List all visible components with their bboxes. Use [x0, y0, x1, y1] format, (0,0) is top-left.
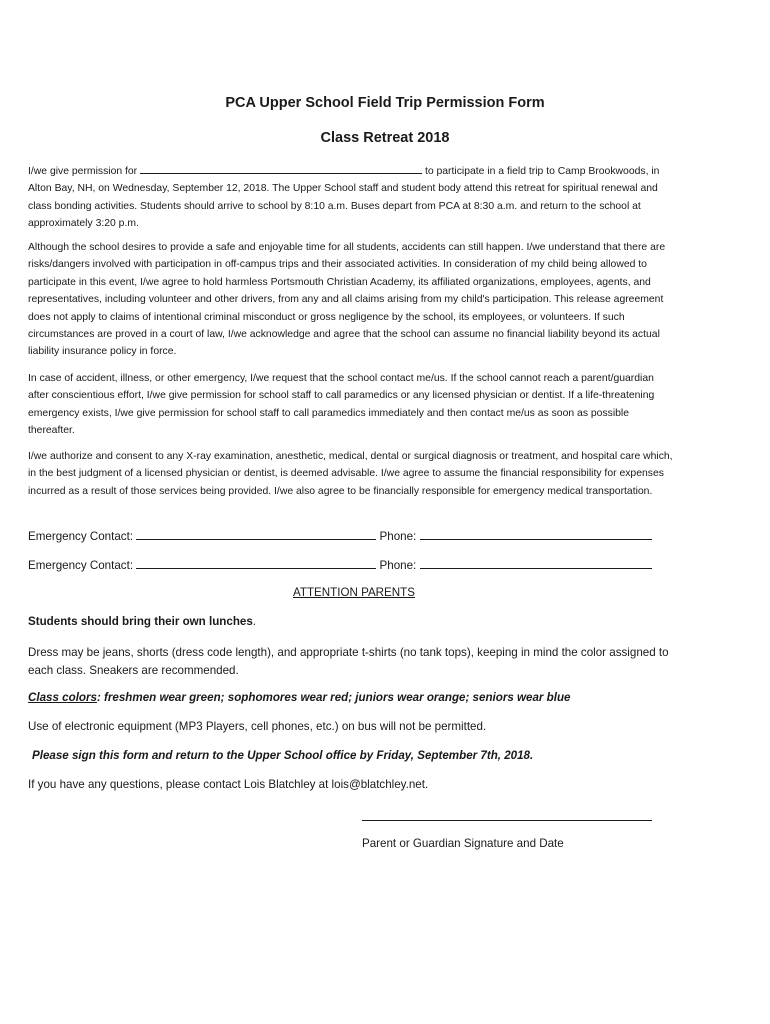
phone-field-1[interactable]	[420, 527, 652, 540]
emergency-paragraph: In case of accident, illness, or other emergency, I/we request that the school contact me/us. If the school cannot reach a parent/guardian after conscientious effort, I/we give permission for school staff to call paramedics or any licensed physician or dentist. If a life-threatening emergency exists, I/we give permission for school staff to call paramedics immediately and then contact me/us as soon as possible thereafter.	[28, 373, 655, 437]
emergency-contact-label: Emergency Contact:	[28, 559, 134, 572]
class-colors-notice	[28, 691, 571, 704]
phone-label: Phone:	[379, 530, 417, 543]
electronics-notice: Use of electronic equipment (MP3 Players, cell phones, etc.) on bus will not be permitted.	[28, 720, 487, 733]
phone-field-2[interactable]	[420, 556, 652, 569]
emergency-contact-row-1	[28, 527, 652, 543]
student-name-field[interactable]	[140, 161, 422, 174]
lunch-text: Students should bring their own lunches	[28, 615, 253, 628]
dress-code-notice: Dress may be jeans, shorts (dress code length), and appropriate t-shirts (no tank tops), keeping in mind the color assigned to each class. Sneakers are recommended.	[28, 646, 669, 677]
page-subtitle: Class Retreat 2018	[320, 130, 450, 146]
permission-prefix: I/we give permission for	[28, 166, 138, 177]
sign-return-notice: Please sign this form and return to the Upper School office by Friday, September 7th, 2018.	[32, 749, 534, 762]
class-colors-label: Class colors	[28, 691, 97, 704]
lunch-notice	[28, 615, 256, 628]
emergency-contact-field-2[interactable]	[136, 556, 376, 569]
class-colors-text: : freshmen wear green; sophomores wear red; juniors wear orange; seniors wear blue	[96, 691, 571, 704]
signature-line[interactable]	[362, 808, 652, 824]
emergency-contact-label: Emergency Contact:	[28, 530, 134, 543]
liability-paragraph: Although the school desires to provide a safe and enjoyable time for all students, accidents can still happen. I/we understand that there are risks/dangers involved with participation in off-campus trips and their associated activities. In consideration of my child being allowed to participate in this event, I/we agree to hold harmless Portsmouth Christian Academy, its affiliated organizations, employees, agents, and representatives, including volunteer and other drivers, from any and all claims arising from my child's participation. This release agreement does not apply to claims of intentional criminal misconduct or gross negligence by the school, its employees, or volunteers. If such circumstances are proved in a court of law, I/we acknowledge and agree that the school can assume no financial liability beyond its actual liability insurance policy in force.	[28, 242, 666, 358]
emergency-contact-field-1[interactable]	[136, 527, 376, 540]
permission-paragraph	[28, 161, 676, 233]
permission-line1-rest: to participate in a field trip to Camp	[424, 166, 586, 177]
phone-label: Phone:	[379, 559, 417, 572]
lunch-period: .	[252, 615, 257, 628]
permission-rest: Brookwoods, in Alton Bay, NH, on Wednesday, September 12, 2018. The Upper School staff and student body attend this retreat for spiritual renewal and class bonding activities. Students should arrive to school by 8:10 a.m. Buses depart from PCA at 8:30 a.m. and return to the school at approximately 3:20 p.m.	[28, 166, 660, 230]
page-title: PCA Upper School Field Trip Permission Form	[225, 95, 545, 111]
signature-label: Parent or Guardian Signature and Date	[362, 837, 564, 850]
signature-field[interactable]	[362, 808, 652, 821]
medical-consent-paragraph: I/we authorize and consent to any X-ray examination, anesthetic, medical, dental or surgical diagnosis or treatment, and hospital care which, in the best judgment of a licensed physician or dentist, is deemed advisable. I/we agree to assume the financial responsibility for expenses incurred as a result of those services being provided. I/we also agree to be financially responsible for emergency medical transportation.	[28, 451, 673, 497]
emergency-contact-row-2	[28, 556, 652, 572]
questions-notice: If you have any questions, please contact Lois Blatchley at lois@blatchley.net.	[28, 778, 429, 791]
attention-heading: ATTENTION PARENTS	[293, 586, 415, 599]
